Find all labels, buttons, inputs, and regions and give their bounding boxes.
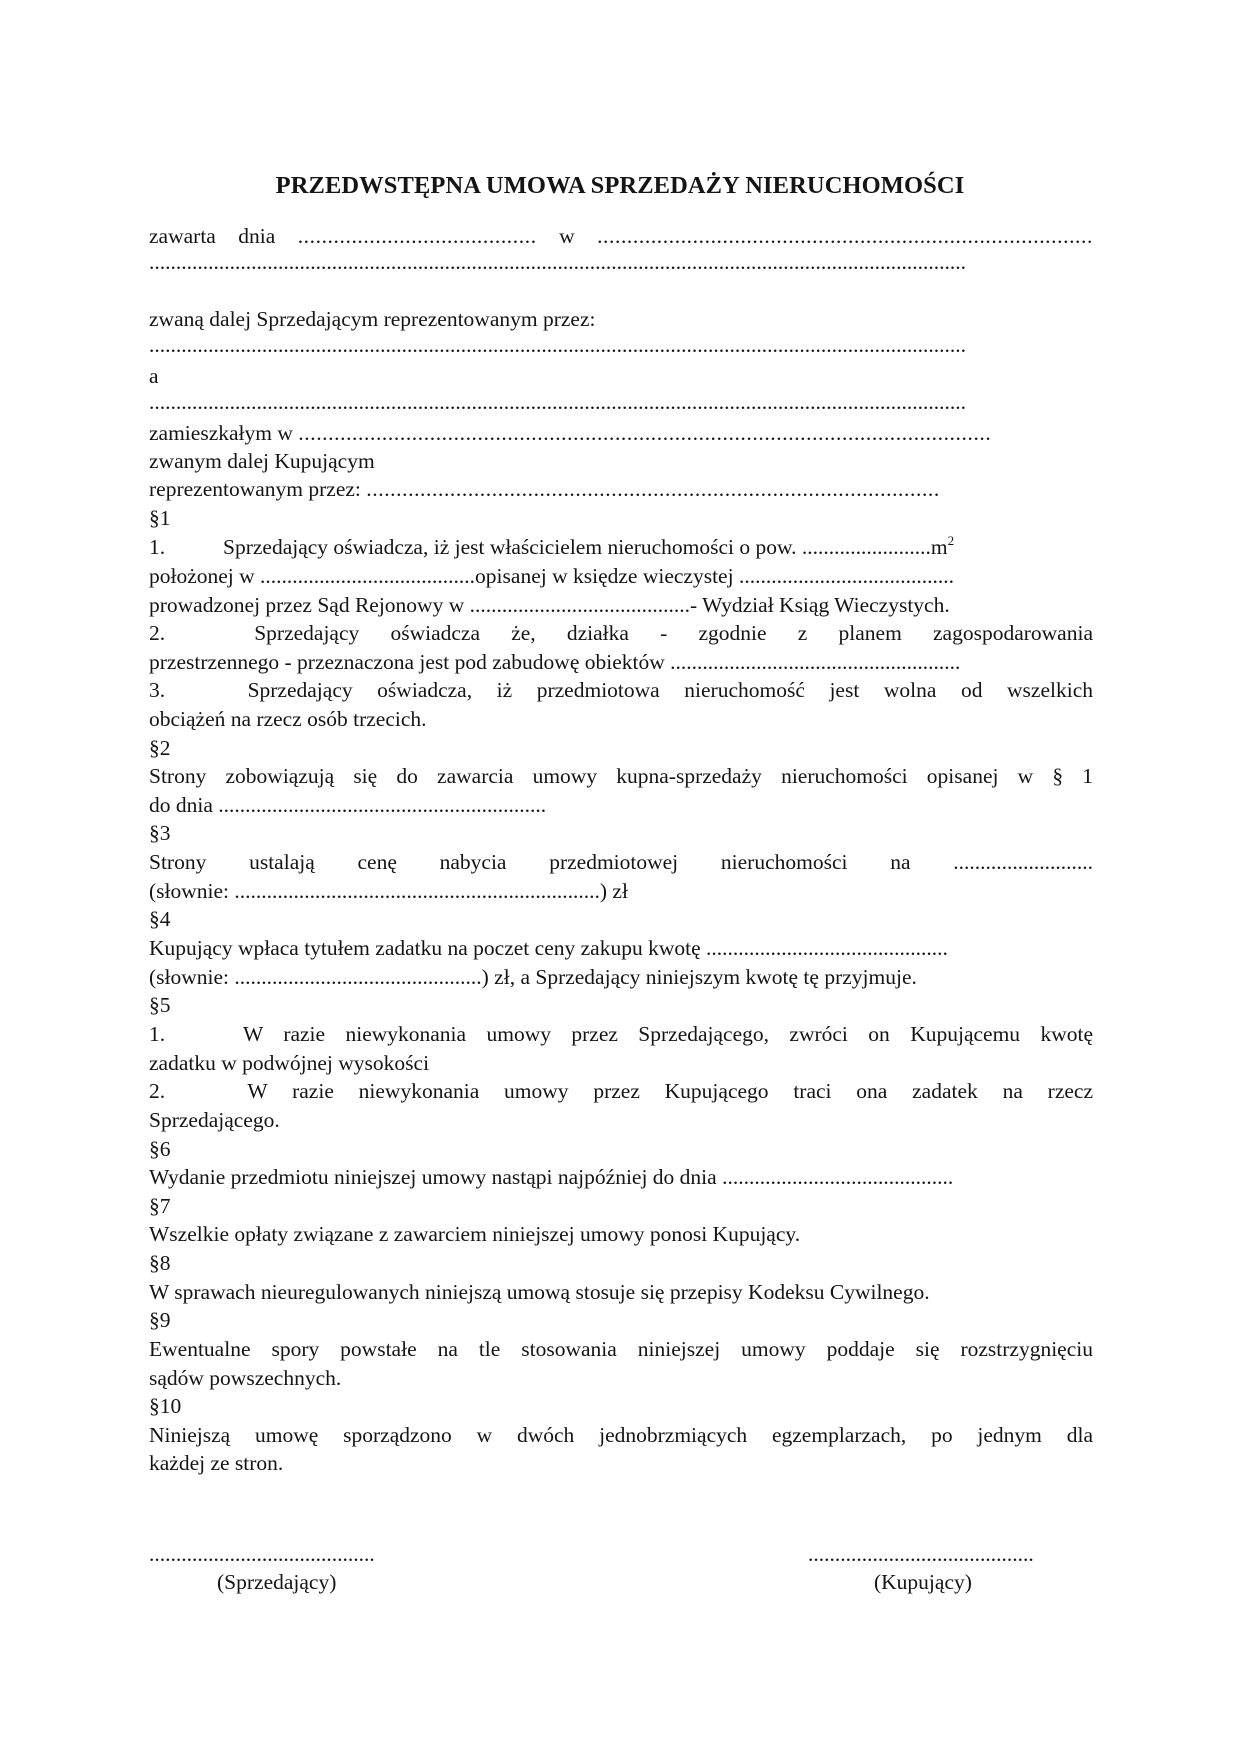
area-unit-superscript: 2 xyxy=(947,533,955,548)
section-10-text-line-2: każdej ze stron. xyxy=(149,1451,284,1475)
section-1-point-1-line-3: prowadzonej przez Sąd Rejonowy w .........................................- Wydział Ksiąg Wieczystych. xyxy=(149,593,950,617)
section-3-text-line-2: (słownie: ....................................................................) zł xyxy=(149,879,628,903)
residence-field: .................................................................................................................... xyxy=(298,421,992,445)
buyer-signature-field: .......................................... xyxy=(808,1542,1034,1566)
section-2-heading: §2 xyxy=(149,736,171,760)
seller-signature-field: .......................................... xyxy=(149,1542,375,1566)
seller-name-field: ........................................................................................................................................................ xyxy=(149,250,966,274)
section-5-point-2-line-2: Sprzedającego. xyxy=(149,1108,280,1132)
section-7-heading: §7 xyxy=(149,1194,171,1218)
buyer-representative-line xyxy=(149,475,1093,504)
and-label: a xyxy=(149,364,159,388)
section-8-text: W sprawach nieuregulowanych niniejszą umową stosuje się przepisy Kodeksu Cywilnego. xyxy=(149,1280,930,1304)
point-number: 1. xyxy=(149,1022,166,1046)
point-text: Sprzedający oświadcza że, działka - zgodnie z planem zagospodarowania xyxy=(254,621,1093,645)
buyer-residence-line xyxy=(149,419,1093,448)
section-1-heading: §1 xyxy=(149,506,171,530)
section-2-text-line-2: do dnia ............................................................. xyxy=(149,793,547,817)
section-1-point-2 xyxy=(149,619,1093,648)
date-field: ........................................ xyxy=(297,224,537,248)
point-number: 1. xyxy=(149,535,166,559)
section-9-text: Ewentualne spory powstałe na tle stosowania niniejszej umowy poddaje się rozstrzygnięciu xyxy=(149,1337,1093,1361)
section-1-point-3-line-2: obciążeń na rzecz osób trzecich. xyxy=(149,707,427,731)
section-7-text: Wszelkie opłaty związane z zawarciem niniejszej umowy ponosi Kupujący. xyxy=(149,1222,801,1246)
buyer-designation: zwanym dalej Kupującym xyxy=(149,449,375,473)
place-field: ................................................................................... xyxy=(597,224,1093,248)
section-5-heading: §5 xyxy=(149,993,171,1017)
section-3-text: Strony ustalają cenę nabycia przedmiotowej nieruchomości na .......................... xyxy=(149,850,1093,874)
section-2-text: Strony zobowiązują się do zawarcia umowy kupna-sprzedaży nieruchomości opisanej w § 1 xyxy=(149,764,1093,788)
contract-date-line xyxy=(149,222,1093,251)
residence-label: zamieszkałym w xyxy=(149,421,293,445)
point-text: Sprzedający oświadcza, iż jest właścicielem nieruchomości o pow. ........................m xyxy=(223,535,948,559)
buyer-signature-label: (Kupujący) xyxy=(874,1570,972,1594)
buyer-name-field: ........................................................................................................................................................ xyxy=(149,390,966,414)
section-8-heading: §8 xyxy=(149,1251,171,1275)
section-10-heading: §10 xyxy=(149,1394,182,1418)
section-4-text-line-2: (słownie: ..............................................) zł, a Sprzedający niniejszym kwotę tę przyjmuje. xyxy=(149,965,917,989)
point-number: 3. xyxy=(149,678,166,702)
seller-representative-field: ........................................................................................................................................................ xyxy=(149,333,966,357)
point-number: 2. xyxy=(149,621,166,645)
point-text: W razie niewykonania umowy przez Sprzedającego, zwróci on Kupującemu kwotę xyxy=(243,1022,1093,1046)
section-5-point-2 xyxy=(149,1077,1093,1106)
section-1-point-2-line-2: przestrzennego - przeznaczona jest pod zabudowę obiektów ...................................................... xyxy=(149,650,961,674)
section-9-heading: §9 xyxy=(149,1308,171,1332)
seller-signature-label: (Sprzedający) xyxy=(217,1570,337,1594)
section-5-point-1-line-2: zadatku w podwójnej wysokości xyxy=(149,1051,430,1075)
date-label: zawarta dnia xyxy=(149,224,276,248)
seller-representative-label: zwaną dalej Sprzedającym reprezentowanym przez: xyxy=(149,307,596,331)
section-4-heading: §4 xyxy=(149,907,171,931)
place-label: w xyxy=(559,224,575,248)
buyer-representative-label: reprezentowanym przez: xyxy=(149,477,361,501)
section-3-heading: §3 xyxy=(149,821,171,845)
point-number: 2. xyxy=(149,1079,166,1103)
document-title: PRZEDWSTĘPNA UMOWA SPRZEDAŻY NIERUCHOMOŚCI xyxy=(275,172,965,199)
buyer-representative-field: ................................................................................................ xyxy=(366,477,940,501)
section-9-text-line-2: sądów powszechnych. xyxy=(149,1366,342,1390)
section-1-point-1 xyxy=(149,533,1093,562)
section-10-text: Niniejszą umowę sporządzono w dwóch jednobrzmiących egzemplarzach, po jednym dla xyxy=(149,1423,1093,1447)
section-5-point-1 xyxy=(149,1020,1093,1049)
section-6-text: Wydanie przedmiotu niniejszej umowy nastąpi najpóźniej do dnia ........................................... xyxy=(149,1165,954,1189)
point-text: W razie niewykonania umowy przez Kupującego traci ona zadatek na rzecz xyxy=(247,1079,1093,1103)
section-1-point-3 xyxy=(149,676,1093,705)
section-6-heading: §6 xyxy=(149,1137,171,1161)
section-4-text: Kupujący wpłaca tytułem zadatku na poczet ceny zakupu kwotę ............................................. xyxy=(149,936,948,960)
section-1-point-1-line-2: położonej w ........................................opisanej w księdze wieczystej ........................................ xyxy=(149,564,954,588)
point-text: Sprzedający oświadcza, iż przedmiotowa nieruchomość jest wolna od wszelkich xyxy=(247,678,1093,702)
